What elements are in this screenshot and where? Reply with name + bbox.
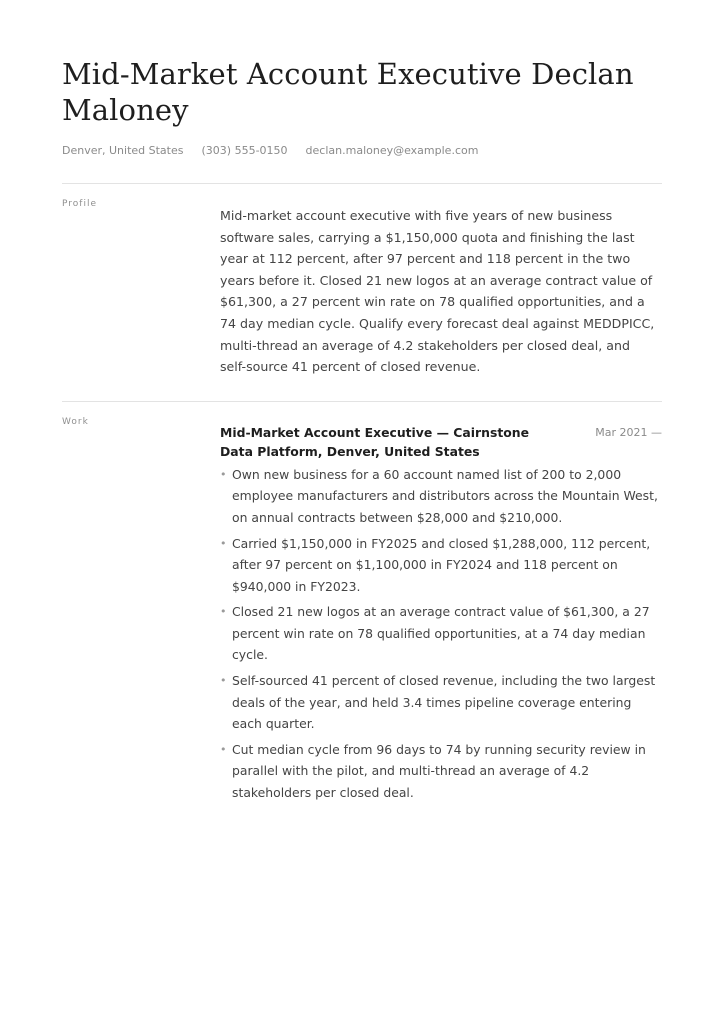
list-item: [220, 739, 662, 803]
contact-line: [62, 143, 496, 159]
page-title: Mid-Market Account Executive Declan Maloney: [62, 57, 634, 127]
job-title: Mid-Market Account Executive — Cairnstone Data Platform, Denver, United States: [220, 425, 529, 459]
list-item: [220, 464, 662, 528]
work-section-label: Work: [62, 417, 89, 427]
email-text: declan.maloney@example.com: [305, 144, 479, 157]
profile-section-label: Profile: [62, 199, 97, 209]
job-dates: Mar 2021 —: [595, 426, 662, 439]
job-bullet-list: [220, 464, 662, 803]
divider: [62, 401, 662, 402]
list-item-text: Own new business for a 60 account named list of 200 to 2,000 employee manufacturers and distributors across the Mountain West, on annual contracts between $28,000 and $210,000.: [232, 467, 658, 525]
list-item: [220, 533, 662, 597]
bullet-icon: •: [220, 468, 227, 481]
job-entry: [220, 423, 662, 808]
bullet-icon: •: [220, 536, 227, 550]
phone-text: (303) 555-0150: [201, 144, 288, 157]
list-item-text: Cut median cycle from 96 days to 74 by running security review in parallel with the pilot, and multi-thread an average of 4.2 stakeholders per closed deal.: [232, 741, 646, 800]
list-item-text: Self-sourced 41 percent of closed revenue, including the two largest deals of the year, and held 3.4 times pipeline coverage entering each quarter.: [232, 673, 656, 731]
job-header: [220, 423, 662, 461]
profile-summary: Mid-market account executive with five years of new business software sales, carrying a $1,150,000 quota and finishing the last year at 112 percent, after 97 percent and 118 percent in the two years before it. Closed 21 new logos at an average contract value of $61,300, a 27 percent win rate on 78 qualified opportunities, and a 74 day median cycle. Qualify every forecast deal against MEDDPICC, multi-thread an average of 4.2 stakeholders per closed deal, and self-source 41 percent of closed revenue.: [220, 208, 655, 375]
divider: [62, 183, 662, 184]
list-item: [220, 601, 662, 665]
bullet-icon: •: [220, 605, 227, 619]
location-text: Denver, United States: [62, 144, 184, 157]
bullet-icon: •: [220, 742, 227, 756]
list-item-text: Carried $1,150,000 in FY2025 and closed $1,288,000, 112 percent, after 97 percent on $1,100,000 in FY2024 and 118 percent on $940,000 in FY2023.: [232, 535, 651, 594]
bullet-icon: •: [220, 674, 227, 688]
list-item: [220, 670, 662, 734]
list-item-text: Closed 21 new logos at an average contract value of $61,300, a 27 percent win rate on 78 qualified opportunities, at a 74 day median cycle.: [232, 604, 650, 663]
